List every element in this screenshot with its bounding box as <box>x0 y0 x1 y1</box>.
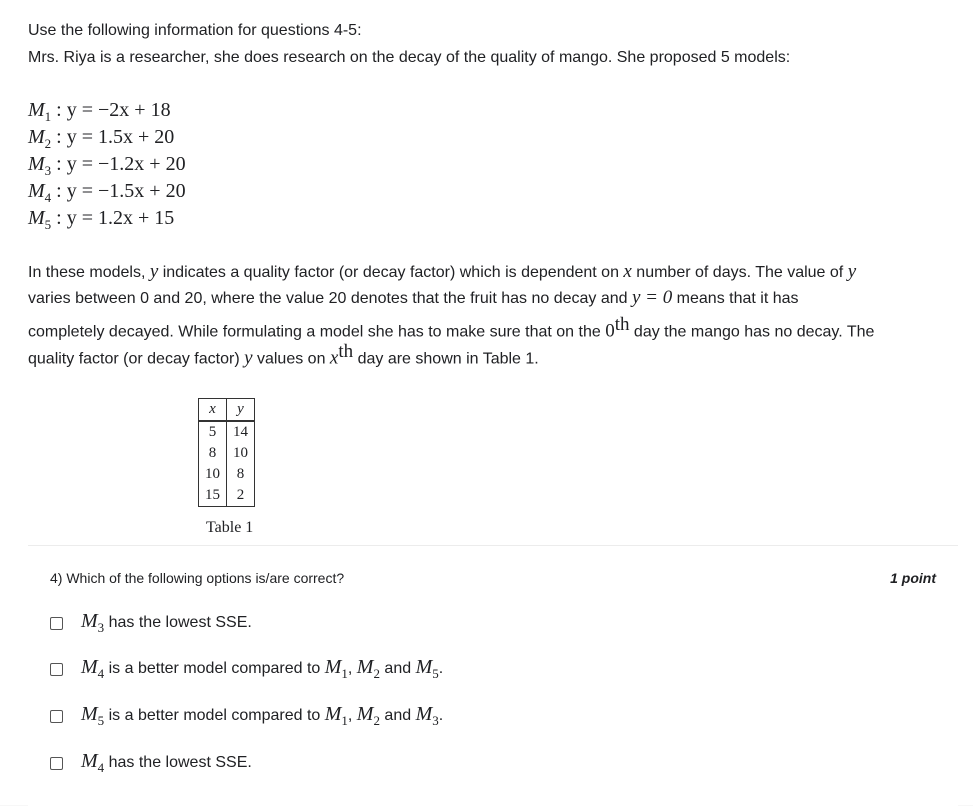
question-points: 1 point <box>890 570 936 586</box>
paragraph-line-4: quality factor (or decay factor) y values on $x^{th}$ day are shown in Table 1. <box>28 341 539 369</box>
table-row: 5 14 <box>199 421 255 443</box>
table-header-y: y <box>227 399 255 422</box>
option-1-label: has the lowest SSE. <box>104 614 252 631</box>
question-card <box>28 545 958 806</box>
option-4[interactable]: $M_4$ has the lowest SSE. <box>50 750 252 776</box>
paragraph-line-3: completely decayed. While formulating a model she has to make sure that on the 0th day the mango has no decay. The <box>28 314 875 342</box>
option-3-checkbox[interactable] <box>50 710 63 723</box>
option-2-label: is a better model compared to <box>104 660 325 677</box>
table-row: 15 2 <box>199 485 255 507</box>
option-4-label: has the lowest SSE. <box>104 754 252 771</box>
intro-line-2: Mrs. Riya is a researcher, she does research on the decay of the quality of mango. She proposed 5 models: <box>28 49 791 66</box>
paragraph-line-2: varies between 0 and 20, where the value 20 denotes that the fruit has no decay and y = 0 means that it has <box>28 287 799 308</box>
paragraph-line-1: In these models, y indicates a quality factor (or decay factor) which is dependent on x number of days. The value of y <box>28 261 857 282</box>
table-caption: Table 1 <box>206 519 254 536</box>
model-2: $M_2$ : y = 1.5x + 20 <box>28 126 175 151</box>
table-row: 10 8 <box>199 464 255 485</box>
table-header-x: x <box>199 399 227 422</box>
table-row: 8 10 <box>199 443 255 464</box>
option-1[interactable]: $M_3$ has the lowest SSE. <box>50 610 252 636</box>
model-3: $M_3$ : y = −1.2x + 20 <box>28 153 186 178</box>
intro-line-1: Use the following information for questions 4-5: <box>28 22 362 39</box>
option-4-checkbox[interactable] <box>50 757 63 770</box>
option-3-label: is a better model compared to <box>104 707 325 724</box>
option-3[interactable]: $M_5$ is a better model compared to $M_1$ , $M_2$ and $M_3$ . <box>50 703 443 729</box>
data-table <box>198 398 255 507</box>
model-4: $M_4$ : y = −1.5x + 20 <box>28 180 186 205</box>
question-title: 4) Which of the following options is/are correct? <box>50 570 345 586</box>
model-1: $M_1$ : y = −2x + 18 <box>28 99 171 124</box>
option-2[interactable]: $M_4$ is a better model compared to $M_1$ , $M_2$ and $M_5$ . <box>50 656 443 682</box>
model-5: $M_5$ : y = 1.2x + 15 <box>28 207 175 232</box>
option-2-checkbox[interactable] <box>50 663 63 676</box>
option-1-checkbox[interactable] <box>50 617 63 630</box>
